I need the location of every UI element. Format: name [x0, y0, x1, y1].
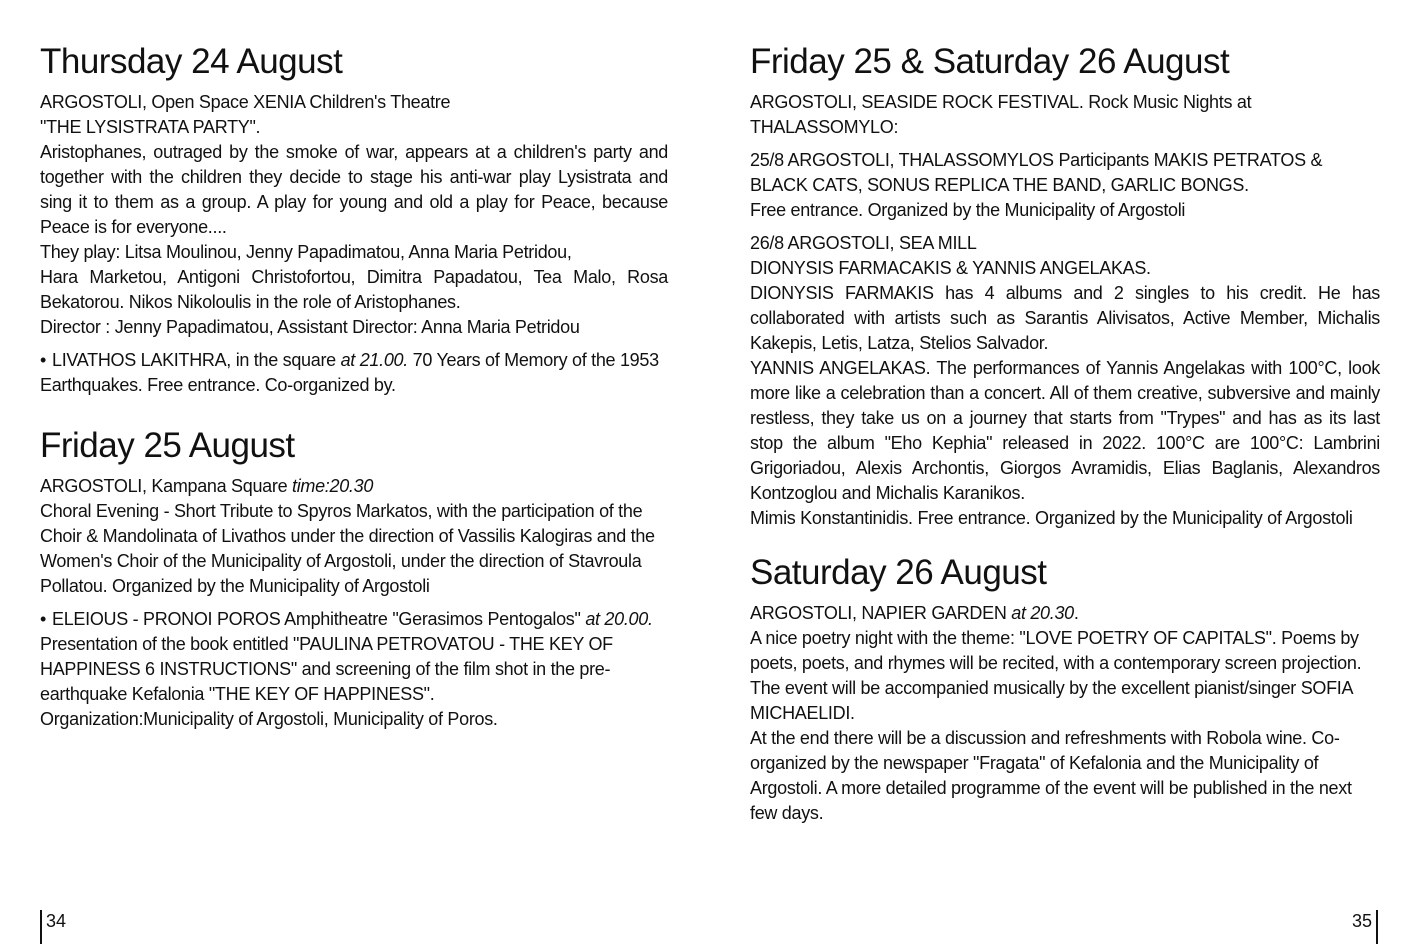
- venue: ARGOSTOLI, Open Space XENIA Children's Theatre: [40, 92, 451, 112]
- friday-25-content: [40, 474, 668, 732]
- event-time: time:20.30: [292, 476, 374, 496]
- bullet-item: • ELEIOUS - PRONOI POROS Amphitheatre "Gerasimos Pentogalos" at 20.00. Presentation of the book entitled "PAULINA PETROVATOU - THE KEY OF HAPPINESS 6 INSTRUCTIONS" and screening of the film shot in the pre-earthquake Kefalonia "THE KEY OF HAPPINESS".: [40, 609, 653, 704]
- event-26-line-2: DIONYSIS FARMACAKIS & YANNIS ANGELAKAS.: [750, 258, 1151, 278]
- bullet-icon: •: [40, 350, 47, 370]
- festival-intro-2: THALASSOMYLO:: [750, 117, 899, 137]
- poetry-closing: At the end there will be a discussion and refreshments with Robola wine. Co-organized by the newspaper "Fragata" of Kefalonia and the Municipality of Argostoli. A more detailed programme of the event will be published in the next few days.: [750, 728, 1352, 823]
- page-number-left: 34: [40, 910, 70, 944]
- section-heading-thursday-24: Thursday 24 August: [40, 42, 343, 81]
- event-26-closing: Mimis Konstantinidis. Free entrance. Organized by the Municipality of Argostoli: [750, 508, 1353, 528]
- thursday-24-content: [40, 90, 668, 398]
- angelakas-bio: YANNIS ANGELAKAS. The performances of Yannis Angelakas with 100°C, look more like a celebration than a concert. All of them creative, subversive and mainly restless, they take us on a journey that starts from "Trypes" and has as its last stop the album "Eho Kephia" released in 2022. 100°C are 100°C: Lambrini Grigoriadou, Alexis Archontis, Giorgos Avramidis, Elias Baglanis, Alexandros Kontzoglou and Michalis Karanikos.: [750, 358, 1380, 503]
- section-heading-friday-25: Friday 25 August: [40, 426, 295, 465]
- rock-festival-content: [750, 90, 1380, 531]
- event-time: at 20.00.: [585, 609, 653, 629]
- section-heading-saturday-26: Saturday 26 August: [750, 553, 1047, 592]
- farmakis-bio: DIONYSIS FARMAKIS has 4 albums and 2 singles to his credit. He has collaborated with artists such as Sarantis Alivisatos, Active Member, Michalis Kakepis, Letis, Latza, Stelios Salvador.: [750, 283, 1380, 353]
- right-page: [750, 0, 1380, 946]
- festival-intro-1: ARGOSTOLI, SEASIDE ROCK FESTIVAL. Rock Music Nights at: [750, 92, 1252, 112]
- event-time: at 20.30: [1011, 603, 1074, 623]
- event-25-line-1: 25/8 ARGOSTOLI, THALASSOMYLOS Participants MAKIS PETRATOS &: [750, 150, 1323, 170]
- event-description: Choral Evening - Short Tribute to Spyros Markatos, with the participation of the Choir & Mandolinata of Livathos under the direction of Vassilis Kalogiras and the Women's Choir of the Municipality of Argostoli, under the direction of Stavroula Pollatou. Organized by the Municipality of Argostoli: [40, 501, 655, 596]
- event-26-line-1: 26/8 ARGOSTOLI, SEA MILL: [750, 233, 977, 253]
- director-line: Director : Jenny Papadimatou, Assistant Director: Anna Maria Petridou: [40, 317, 580, 337]
- bullet-icon: •: [40, 609, 47, 629]
- cast-line-1: They play: Litsa Moulinou, Jenny Papadimatou, Anna Maria Petridou,: [40, 242, 572, 262]
- venue: ARGOSTOLI, Kampana Square time:20.30: [40, 476, 374, 496]
- section-heading-friday-saturday: Friday 25 & Saturday 26 August: [750, 42, 1230, 81]
- left-page: [40, 0, 668, 946]
- event-title: "THE LYSISTRATA PARTY".: [40, 117, 261, 137]
- cast-line-2: Hara Marketou, Antigoni Christofortou, Dimitra Papadatou, Tea Malo, Rosa Bekatorou. Nikos Nikoloulis in the role of Aristophanes.: [40, 267, 668, 312]
- bullet-item: • LIVATHOS LAKITHRA, in the square at 21.00. 70 Years of Memory of the 1953 Earthquakes. Free entrance. Co-organized by.: [40, 350, 659, 395]
- event-25-line-3: Free entrance. Organized by the Municipality of Argostoli: [750, 200, 1186, 220]
- event-description: Aristophanes, outraged by the smoke of war, appears at a children's party and together with the children they decide to stage his anti-war play Lysistrata and sing it to them as a group. A play for young and old a play for Peace, because Peace is for everyone....: [40, 142, 668, 237]
- saturday-26-content: [750, 601, 1380, 826]
- event-25-line-2: BLACK CATS, SONUS REPLICA THE BAND, GARLIC BONGS.: [750, 175, 1249, 195]
- event-time: at 21.00.: [340, 350, 408, 370]
- poetry-description: A nice poetry night with the theme: "LOVE POETRY OF CAPITALS". Poems by poets, poets, and rhymes will be recited, with a contemporary screen projection. The event will be accompanied musically by the excellent pianist/singer SOFIA MICHAELIDI.: [750, 628, 1362, 723]
- page-number-right: 35: [1348, 910, 1378, 944]
- venue: ARGOSTOLI, NAPIER GARDEN at 20.30.: [750, 603, 1079, 623]
- organization-line: Organization:Municipality of Argostoli, Municipality of Poros.: [40, 709, 498, 729]
